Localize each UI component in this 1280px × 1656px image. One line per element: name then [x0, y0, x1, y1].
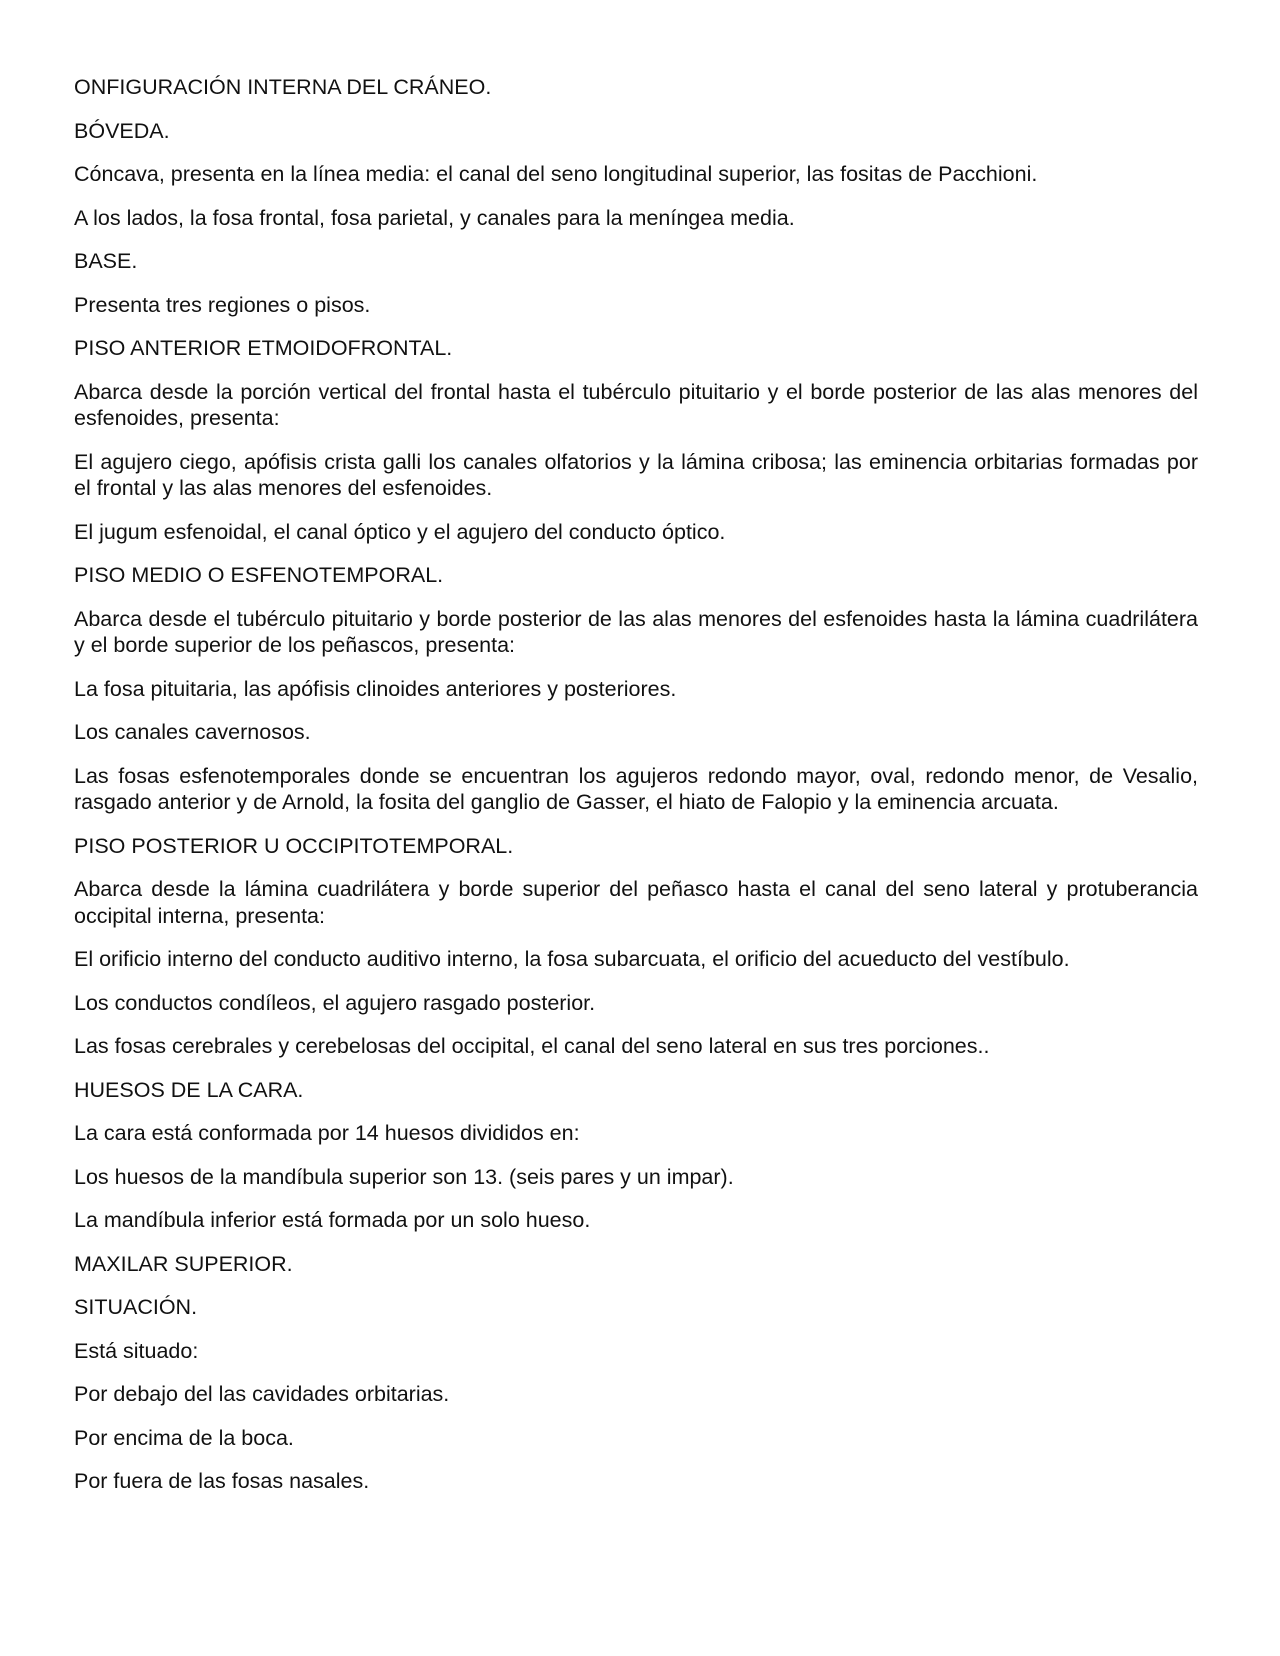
heading-huesos-cara: HUESOS DE LA CARA. [74, 1077, 304, 1102]
paragraph-piso-posterior-conductos: Los conductos condíleos, el agujero rasgado posterior. [74, 990, 596, 1015]
paragraph-piso-posterior-orificio: El orificio interno del conducto auditivo interno, la fosa subarcuata, el orificio del acueducto del vestíbulo. [74, 947, 1070, 971]
paragraph-piso-medio-abarca: Abarca desde el tubérculo pituitario y borde posterior de las alas menores del esfenoides hasta la lámina cuadrilátera y el borde superior de los peñascos, presenta: [74, 606, 1198, 657]
heading-boveda: BÓVEDA. [74, 118, 170, 143]
paragraph-mandibula-inferior: La mandíbula inferior está formada por un solo hueso. [74, 1208, 591, 1232]
heading-piso-posterior: PISO POSTERIOR U OCCIPITOTEMPORAL. [74, 833, 514, 858]
heading-situacion: SITUACIÓN. [74, 1295, 198, 1319]
paragraph-boveda-lados: A los lados, la fosa frontal, fosa parietal, y canales para la meníngea media. [74, 205, 795, 230]
document-page [74, 74, 1198, 1512]
heading-piso-medio: PISO MEDIO O ESFENOTEMPORAL. [74, 563, 444, 587]
paragraph-debajo-orbitarias: Por debajo del las cavidades orbitarias. [74, 1382, 450, 1406]
paragraph-piso-posterior-fosas: Las fosas cerebrales y cerebelosas del occipital, el canal del seno lateral en sus tres porciones.. [74, 1034, 990, 1058]
paragraph-piso-medio-canales: Los canales cavernosos. [74, 720, 311, 744]
paragraph-fuera-fosas-nasales: Por fuera de las fosas nasales. [74, 1469, 370, 1493]
paragraph-piso-anterior-jugum: El jugum esfenoidal, el canal óptico y el agujero del conducto óptico. [74, 519, 726, 544]
heading-configuracion-interna: ONFIGURACIÓN INTERNA DEL CRÁNEO. [74, 75, 492, 99]
paragraph-piso-medio-fosa-pituitaria: La fosa pituitaria, las apófisis clinoides anteriores y posteriores. [74, 676, 677, 701]
heading-piso-anterior: PISO ANTERIOR ETMOIDOFRONTAL. [74, 336, 453, 360]
paragraph-encima-boca: Por encima de la boca. [74, 1425, 294, 1450]
paragraph-boveda-concava: Cóncava, presenta en la línea media: el canal del seno longitudinal superior, las fositas de Pacchioni. [74, 162, 1038, 186]
paragraph-mandibula-superior: Los huesos de la mandíbula superior son 13. (seis pares y un impar). [74, 1164, 734, 1189]
paragraph-piso-anterior-abarca: Abarca desde la porción vertical del frontal hasta el tubérculo pituitario y el borde posterior de las alas menores del esfenoides, presenta: [74, 379, 1198, 430]
paragraph-piso-posterior-abarca: Abarca desde la lámina cuadrilátera y borde superior del peñasco hasta el canal del seno lateral y protuberancia occipital interna, presenta: [74, 877, 1198, 928]
paragraph-piso-medio-fosas: Las fosas esfenotemporales donde se encuentran los agujeros redondo mayor, oval, redondo menor, de Vesalio, rasgado anterior y de Arnold, la fosita del ganglio de Gasser, el hiato de Falopio y la eminencia arcuata. [74, 763, 1198, 814]
paragraph-cara-conformada: La cara está conformada por 14 huesos divididos en: [74, 1121, 580, 1145]
paragraph-base-regiones: Presenta tres regiones o pisos. [74, 292, 371, 317]
paragraph-esta-situado: Está situado: [74, 1338, 199, 1363]
heading-base: BASE. [74, 249, 138, 273]
paragraph-piso-anterior-agujero-ciego: El agujero ciego, apófisis crista galli los canales olfatorios y la lámina cribosa; las eminencia orbitarias formadas por el frontal y las alas menores del esfenoides. [74, 449, 1198, 500]
heading-maxilar-superior: MAXILAR SUPERIOR. [74, 1251, 293, 1276]
